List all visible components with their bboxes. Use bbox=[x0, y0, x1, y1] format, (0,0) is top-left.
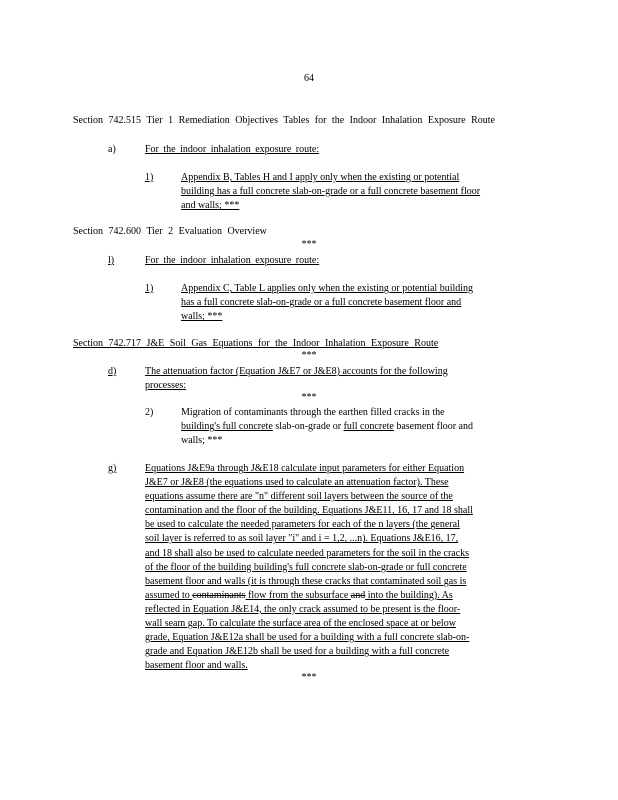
item-2-number: 2) bbox=[145, 407, 154, 418]
subsection-d-label: d) bbox=[108, 366, 117, 377]
section-742-515-heading: Section 742.515 Tier 1 Remediation Objectives Tables for the Indoor Inhalation Exposure Route bbox=[73, 115, 495, 126]
item-1-number: 1) bbox=[145, 172, 154, 183]
stars-separator: *** bbox=[301, 350, 317, 361]
section-742-600-heading: Section 742.600 Tier 2 Evaluation Overview bbox=[73, 226, 267, 237]
item-2-text: Migration of contaminants through the earthen filled cracks in the building's full concrete slab-on-grade or full concrete basement floor and walls; *** bbox=[181, 407, 473, 447]
item-1-text: Appendix B, Tables H and I apply only when the existing or potential building has a full concrete slab-on-grade or a full concrete basement floor and walls; *** bbox=[181, 172, 481, 212]
subsection-l-label: l) bbox=[108, 255, 115, 266]
struck-text: and bbox=[350, 589, 366, 601]
subsection-l-text: For the indoor inhalation exposure route: bbox=[145, 255, 320, 266]
subsection-a-text: For the indoor inhalation exposure route: bbox=[145, 144, 320, 155]
stars-separator: *** bbox=[301, 239, 317, 250]
subsection-g-text: Equations J&E9a through J&E18 calculate input parameters for either Equation J&E7 or J&E8 (the equations used to calculate an attenuation factor). These equations assume there are "n" different soil layers between the source of the contamination and the floor of the building. Equations J&E11, 16, 17 and 18 shall be used to calculate the needed parameters for each of the n layers (the general soil layer is referred to as soil layer "i" and i = 1,2, ...n). Equations J&E16, 17, and 18 shall also be used to calculate needed parameters for the soil in the cracks of the floor of the building building's full concrete slab-on-grade or full concrete basement floor and walls (it is through these cracks that contaminated soil gas is assumed to contaminants flow from the subsurface and into the building). As reflected in Equation J&E14, the only crack assumed to be present is the floor- wall seam gap. To calculate the surface area of the enclosed space at or below grade, Equation J&E12a shall be used for a building with a full concrete slab-on- grade and Equation J&E12b shall be used for a building with a full concrete basement floor and walls. bbox=[145, 463, 473, 672]
stars-separator: *** bbox=[301, 672, 317, 683]
stars-separator: *** bbox=[301, 392, 317, 403]
page-number: 64 bbox=[304, 73, 314, 84]
item-1-text: Appendix C, Table L applies only when the existing or potential building has a full concrete slab-on-grade or a full concrete basement floor and walls; *** bbox=[181, 283, 474, 323]
item-1-number: 1) bbox=[145, 283, 154, 294]
subsection-d-text: The attenuation factor (Equation J&E7 or J&E8) accounts for the following processes: bbox=[145, 366, 448, 392]
struck-text: contaminants bbox=[192, 589, 246, 601]
subsection-a-label: a) bbox=[108, 144, 116, 155]
subsection-g-label: g) bbox=[108, 463, 117, 474]
section-742-717-heading: Section 742.717 J&E Soil Gas Equations for the Indoor Inhalation Exposure Route bbox=[73, 338, 439, 349]
